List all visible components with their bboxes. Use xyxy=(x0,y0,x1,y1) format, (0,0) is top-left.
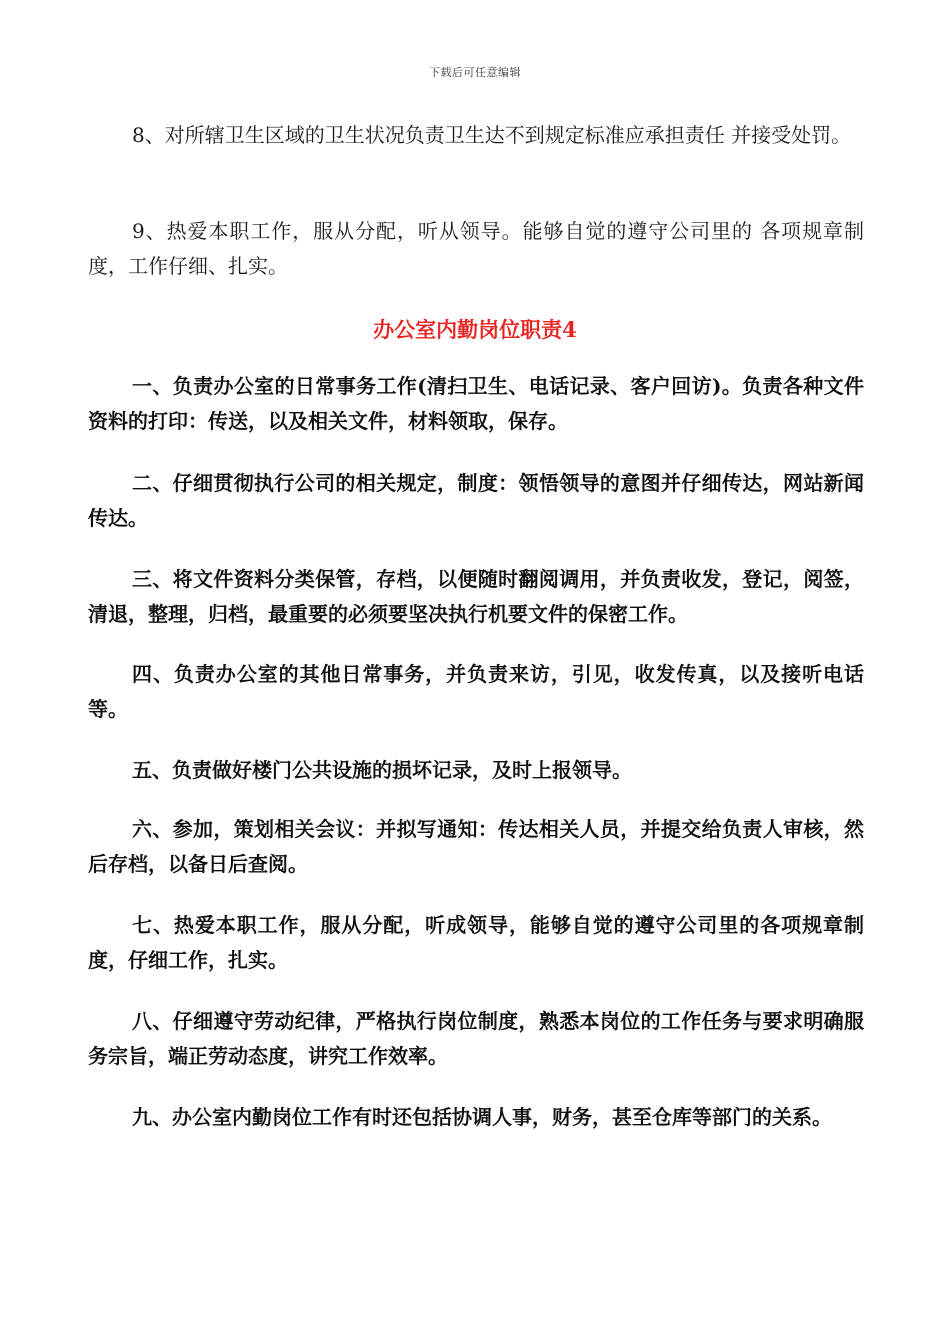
duty-item-9: 九、办公室内勤岗位工作有时还包括协调人事，财务，甚至仓库等部门的关系。 xyxy=(132,1105,832,1129)
duty-item-3: 三、将文件资料分类保管，存档，以便随时翻阅调用，并负责收发，登记，阅签，清退，整理，归档，最重要的必须要坚决执行机要文件的保密工作。 xyxy=(88,567,864,626)
duty-item-7: 七、热爱本职工作，服从分配，听成领导，能够自觉的遵守公司里的各项规章制度，仔细工作，扎实。 xyxy=(88,913,864,972)
duty-item-1: 一、负责办公室的日常事务工作(清扫卫生、电话记录、客户回访)。负责各种文件资料的打印：传送，以及相关文件，材料领取，保存。 xyxy=(88,374,864,433)
duty-item-8: 八、仔细遵守劳动纪律，严格执行岗位制度，熟悉本岗位的工作任务与要求明确服务宗旨，端正劳动态度，讲究工作效率。 xyxy=(88,1009,864,1068)
duty-item-2: 二、仔细贯彻执行公司的相关规定，制度：领悟领导的意图并仔细传达，网站新闻传达。 xyxy=(88,471,864,530)
section-title: 办公室内勤岗位职责4 xyxy=(373,317,577,342)
paragraph-9: 9、热爱本职工作，服从分配，听从领导。能够自觉的遵守公司里的 各项规章制度，工作仔细、扎实。 xyxy=(88,219,864,278)
page-header: 下载后可任意编辑 xyxy=(429,66,521,79)
duty-item-5: 五、负责做好楼门公共设施的损坏记录，及时上报领导。 xyxy=(132,758,632,782)
paragraph-8: 8、对所辖卫生区域的卫生状况负责卫生达不到规定标准应承担责任 并接受处罚。 xyxy=(132,123,852,147)
duty-item-6: 六、参加，策划相关会议：并拟写通知：传达相关人员，并提交给负责人审核，然后存档，以备日后查阅。 xyxy=(88,817,864,876)
duty-item-4: 四、负责办公室的其他日常事务，并负责来访，引见，收发传真，以及接听电话等。 xyxy=(88,662,864,721)
